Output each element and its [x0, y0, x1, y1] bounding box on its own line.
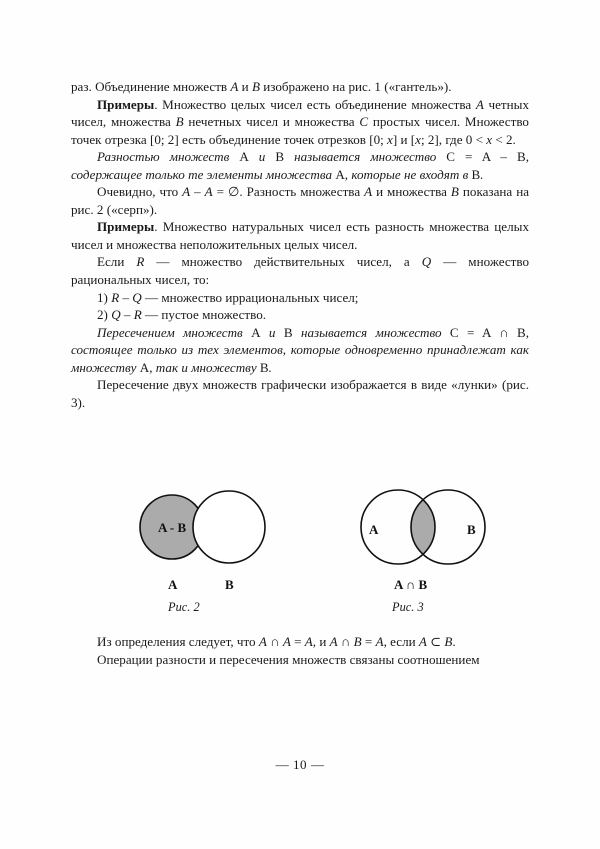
paragraph-intersection-graphic: Пересечение двух множеств графически изображается в виде «лунки» (рис. 3).: [71, 377, 529, 410]
figure-2-diagram: [128, 487, 298, 577]
paragraph-definition-difference: Разностью множеств A и B называется множество C = A – B, содержащее только те элементы множества A, которые не входят в B.: [71, 149, 529, 182]
page-text-body: [71, 78, 529, 411]
paragraph-obvious-difference: Очевидно, что A – A = ∅. Разность множества A и множества B показана на рис. 2 («серп»).: [71, 184, 530, 217]
figure-2-labels: [128, 577, 298, 597]
figure-3-label-a: A: [369, 522, 379, 537]
paragraph-operations-relation: Операции разности и пересечения множеств связаны соотношением: [97, 651, 480, 667]
paragraph-if-r-q: Если R — множество действительных чисел, а Q — множество рациональных чисел, то:: [71, 254, 530, 288]
page-text-body-lower: [71, 633, 529, 668]
figure-3-labels: [340, 577, 520, 597]
figure-2-label-b: B: [225, 577, 234, 592]
circle-b-outline: [193, 491, 265, 563]
paragraph-follows-from-definition: Из определения следует, что A ∩ A = A, и A ∩ B = A, если A ⊂ B.: [97, 634, 456, 649]
list-item-2: 2) Q – R — пустое множество.: [97, 307, 267, 323]
figure-2-label-a: A: [168, 577, 178, 592]
figure-3-caption: Рис. 3: [392, 600, 424, 614]
figure-3-bottom-label: A ∩ B: [394, 577, 428, 592]
paragraph-definition-intersection: Пересечением множеств A и B называется множество C = A ∩ B, состоящее только из тех элементов, которые одновременно принадлежат как множеству A, так и множеству B.: [71, 324, 529, 375]
paragraph-union-continuation: раз. Объединение множеств A и B изображено на рис. 1 («гантель»).: [71, 79, 452, 94]
figure-2: [128, 487, 298, 597]
figure-2-inner-label: A - B: [158, 520, 187, 535]
list-item-1: 1) R – Q — множество иррациональных чисел;: [97, 289, 359, 305]
figure-3: [340, 487, 520, 597]
figure-3-diagram: [340, 487, 520, 577]
figure-2-caption: Рис. 2: [168, 600, 200, 614]
figure-3-label-b: B: [467, 522, 476, 537]
paragraph-examples-difference: Примеры. Множество натуральных чисел есть разность множества целых чисел и множества неположительных целых чисел.: [71, 219, 529, 252]
page-number: — 10 —: [275, 757, 325, 772]
paragraph-examples-union: Примеры. Множество целых чисел есть объединение множества A четных чисел, множества B нечетных чисел и множества C простых чисел. Множество точек отрезка [0; 2] есть объединение точек отрезков [0; x] и [x; 2], где 0 < x < 2.: [71, 96, 529, 147]
figures-row: [0, 487, 600, 622]
